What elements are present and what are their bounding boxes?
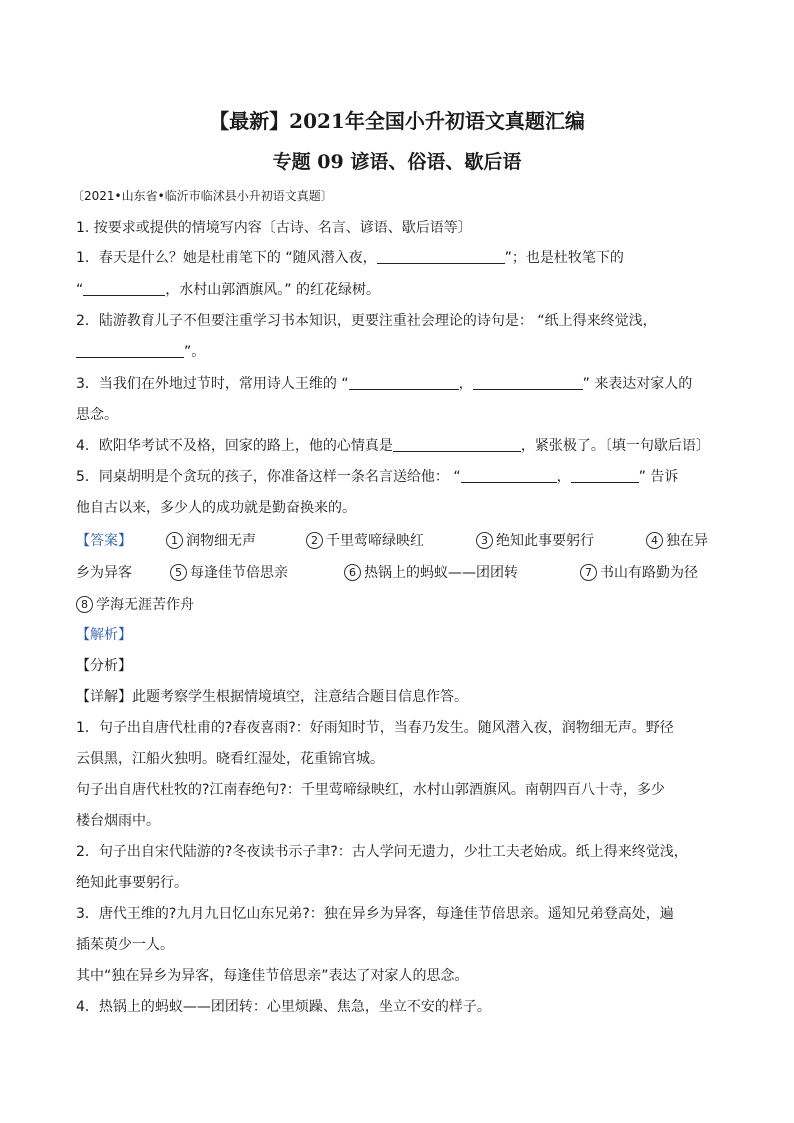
answer-text-7: 书山有路勤为径 (600, 565, 698, 581)
answer-item-6 (344, 562, 518, 582)
q2-text-end: ”。 (184, 344, 206, 360)
q3-text-c: ” 来表达对家人的 (582, 376, 693, 392)
q4-text-a: 4．欧阳华考试不及格，回家的路上，他的心情真是 (76, 438, 393, 454)
explain-line-1: 1．句子出自唐代杜甫的?春夜喜雨?：好雨知时节，当春乃发生。随风潜入夜，润物细无声。野径 (76, 720, 674, 736)
question-5-line-1 (76, 467, 678, 487)
answer-text-1: 润物细无声 (186, 533, 256, 549)
question-intro: 1. 按要求或提供的情境写内容〔古诗、名言、谚语、歇后语等〕 (76, 220, 472, 236)
q4-text-b: ，紧张极了。〔填一句歇后语〕 (520, 438, 710, 454)
answer-number-2: 2 (306, 532, 323, 549)
answer-text-4: 独在异 (666, 533, 708, 549)
q5-blank-1 (461, 468, 557, 483)
q3-blank-2 (473, 375, 583, 390)
explain-line-8: 插茱萸少一人。 (76, 937, 174, 953)
q5-text-a: 5．同桌胡明是个贪玩的孩子，你准备这样一条名言送给他： “ (76, 469, 461, 485)
answer-item-4 (646, 530, 708, 550)
answer-text-8: 学海无涯苦作舟 (96, 597, 194, 613)
question-2-line-2 (76, 342, 205, 362)
question-1-line-2 (76, 280, 380, 300)
answer-item-5 (170, 562, 288, 582)
q1-blank-2 (83, 281, 165, 296)
question-4 (76, 436, 710, 456)
q3-blank-1 (349, 375, 459, 390)
q3-text-b: ， (458, 376, 473, 392)
explain-line-7: 3．唐代王维的?九月九日忆山东兄弟?：独在异乡为异客，每逢佳节倍思亲。遥知兄弟登高处，遍 (76, 906, 674, 922)
answer-label: 【答案】 (76, 533, 132, 549)
q1-text-b: ”；也是杜牧笔下的 (504, 250, 624, 266)
q4-blank (393, 437, 521, 452)
q1-blank-1 (377, 249, 505, 264)
q2-blank (76, 343, 184, 358)
q5-blank-2 (571, 468, 639, 483)
detail-line: 【详解】此题考察学生根据情境填空，注意结合题目信息作答。 (76, 689, 468, 705)
answer-text-2: 千里莺啼绿映红 (326, 533, 424, 549)
document-subtitle: 专题 09 谚语、俗语、歇后语 (272, 151, 522, 173)
q3-text-a: 3．当我们在外地过节时，常用诗人王维的 “ (76, 376, 349, 392)
question-1-line-1 (76, 248, 624, 268)
explain-line-3: 句子出自唐代杜牧的?江南春绝句?：千里莺啼绿映红，水村山郭酒旗风。南朝四百八十寺，多少 (76, 782, 665, 798)
document-title: 【最新】2021年全国小升初语文真题汇编 (209, 109, 585, 133)
answer-item-8 (76, 594, 194, 614)
answer-text-6: 热锅上的蚂蚁——团团转 (364, 565, 518, 581)
answer-number-4: 4 (646, 532, 663, 549)
answer-number-5: 5 (170, 564, 187, 581)
answer-number-3: 3 (476, 532, 493, 549)
explain-line-9: 其中“独在异乡为异客，每逢佳节倍思亲”表达了对家人的思念。 (76, 968, 469, 984)
q1-text-a: 1．春天是什么？她是杜甫笔下的 “随风潜入夜， (76, 250, 377, 266)
explain-line-2: 云俱黑，江船火独明。晓看红湿处，花重锦官城。 (76, 751, 384, 767)
question-5-line-2: 他自古以来，多少人的成功就是勤奋换来的。 (76, 500, 356, 516)
answer-number-1: 1 (166, 532, 183, 549)
answer-text-3: 绝知此事要躬行 (496, 533, 594, 549)
answer-item-1 (166, 530, 256, 550)
explain-line-6: 绝知此事要躬行。 (76, 875, 188, 891)
answer-number-7: 7 (580, 564, 597, 581)
question-3-line-1 (76, 374, 692, 394)
question-source: 〔2021•山东省•临沂市临沭县小升初语文真题〕 (72, 189, 333, 203)
q5-text-c: ” 告诉 (638, 469, 679, 485)
q5-text-b: ， (556, 469, 571, 485)
explain-line-5: 2．句子出自宋代陆游的?冬夜读书示子聿?：古人学问无遗力，少壮工夫老始成。纸上得来终觉浅， (76, 844, 688, 860)
question-3-line-2: 思念。 (76, 407, 118, 423)
question-2-line-1: 2．陆游教育儿子不但要注重学习书本知识，更要注重社会理论的诗句是： “纸上得来终觉浅， (76, 313, 657, 329)
answer-item-2 (306, 530, 424, 550)
answer-text-5: 每逢佳节倍思亲 (190, 565, 288, 581)
q1-text-d: ，水村山郭酒旗风。” 的红花绿树。 (165, 282, 380, 298)
answer-item-4-cont: 乡为异客 (76, 565, 132, 581)
answer-item-7 (580, 562, 698, 582)
explain-line-4: 楼台烟雨中。 (76, 813, 160, 829)
explain-line-10: 4．热锅上的蚂蚁——团团转：心里烦躁、焦急，坐立不安的样子。 (76, 999, 491, 1015)
fenxi-label: 【分析】 (76, 658, 132, 674)
analysis-label: 【解析】 (76, 627, 132, 643)
answer-number-6: 6 (344, 564, 361, 581)
answer-item-3 (476, 530, 594, 550)
q1-text-c: “ (76, 282, 84, 298)
answer-number-8: 8 (76, 596, 93, 613)
